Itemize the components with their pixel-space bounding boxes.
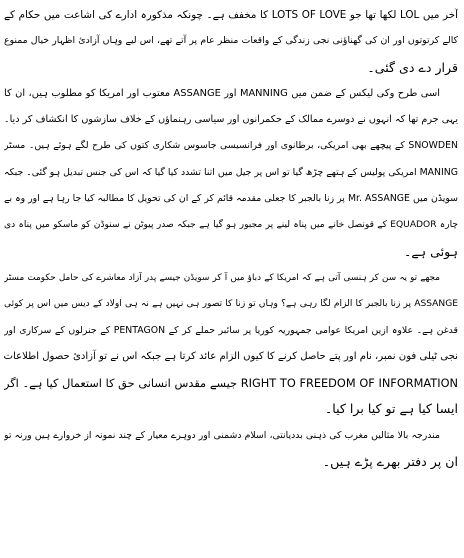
paragraph-2-line-5: سویڈن میں Mr. ASSANGE پر زنا بالجبر کا جعلی مقدمہ قائم کر کے ان کی تحویل کا مطالبہ کیا جا رہا ہے اور وہ بے	[4, 193, 458, 205]
paragraph-3-line-2: ASSANGE پر زنا بالجبر کا الزام لگا رہی ہے؟ وہاں تو زنا کا تصور ہی نہیں ہے نہ ہی اولاد کے دیس میں اس پر کوئی	[4, 299, 458, 310]
paragraph-2-line-1: اسی طرح وکی لیکس کے ضمن میں MANNING اور ASSANGE معتوب اور امریکا کو مطلوب ہیں، ان کا	[4, 87, 440, 99]
paragraph-4-line-2: ان پر دفتر بھرے پڑے ہیں۔	[322, 454, 458, 470]
paragraph-2	[4, 81, 458, 265]
paragraph-3-line-3: قدغن ہے۔ علاوہ ازیں امریکا عوامی جمہوریہ کوریا پر سائبر حملے کر کے PENTAGON کے جنرلوں کے سرکاری اور	[4, 324, 458, 336]
paragraph-3-line-4: نجی ٹیلی فون نمبر، نام اور پتے حاصل کرنے کا کیوں الزام عائد کرتا ہے جبکہ اس نے تو آزادیٔ حصول اطلاعات	[4, 350, 458, 362]
paragraph-3-line-5: RIGHT TO FREEDOM OF INFORMATION جیسے مقدس انسانی حق کا استعمال کیا ہے۔ اگر	[4, 376, 458, 391]
paragraph-1-line-2: کالے کرتوتوں اور ان کی گھناؤنی نجی زندگی کے واقعات منظر عام پر آتے تھے، اس لیے وہاں آزادیٔ اظہار خیال ممنوع	[4, 35, 458, 47]
paragraph-3-line-6: ایسا کیا ہے تو کیا برا کیا۔	[324, 401, 458, 417]
paragraph-2-line-6: چارہ EQUADOR کے قونصل خانے میں پناہ لینے پر مجبور ہو گیا ہے جبکہ صدر پیوٹن نے سنوڈن کو ماسکو میں پناہ دی	[4, 220, 458, 231]
paragraph-2-line-4: MANING امریکی پولیس کے ہتھے چڑھ گیا تو اس پر جیل میں اتنا تشدد کیا گیا کہ اس کی جنس تبدیل ہو گئی۔ جبکہ	[4, 166, 458, 178]
paragraph-1-line-3: قرار دے دی گئی۔	[367, 59, 458, 75]
paragraph-1-line-1: آخر میں LOL لکھا تھا جو LOTS OF LOVE کا مخفف ہے۔ چونکہ مذکورہ ادارے کی اشاعت میں حکام کے	[4, 9, 458, 21]
paragraph-1	[4, 2, 458, 81]
paragraph-2-line-2: یہی جرم تھا کہ انہوں نے دوسرے ممالک کے حکمرانوں اور سیاسی رہنماؤں کے خلاف سازشوں کا انکشاف کر دیا۔	[4, 114, 458, 126]
paragraph-4	[4, 423, 458, 476]
paragraph-3-line-1: مجھے تو یہ سن کر ہنسی آتی ہے کہ امریکا کے دباؤ میں آ کر سویڈن جیسے پدر آزاد معاشرے کی حامل حکومت مسٹر	[4, 272, 440, 283]
paragraph-3	[4, 265, 458, 423]
paragraph-2-line-3: SNOWDEN کے پیچھے بھی امریکی، برطانوی اور فرانسیسی جاسوس شکاری کتوں کی طرح لگے ہوئے ہیں۔ مسٹر	[4, 140, 458, 152]
paragraph-2-line-7: ہوئی ہے۔	[403, 243, 458, 259]
paragraph-4-line-1: مندرجہ بالا مثالیں مغرب کی ذہنی بددیانتی، اسلام دشمنی اور دوہرے معیار کے چند نمونہ از خروارے ہیں ورنہ تو	[4, 429, 440, 441]
